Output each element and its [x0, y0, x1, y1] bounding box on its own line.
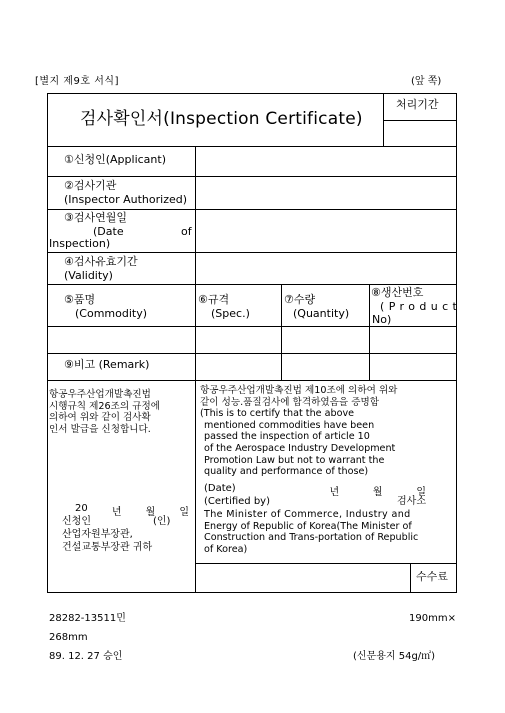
- minister-line-3: Construction and Trans-portation of Republic: [204, 532, 419, 544]
- remark-product-field[interactable]: [371, 355, 455, 379]
- inspection-date-label-ko: ③검사연월일: [64, 211, 127, 224]
- paper-size-width: 190mm×: [409, 613, 456, 624]
- rule-spec-column: [281, 284, 282, 380]
- validity-label-en: (Validity): [64, 269, 113, 282]
- inspection-date-field[interactable]: [197, 211, 455, 251]
- rule-title-bottom: [47, 146, 457, 147]
- application-line-1: 항공우주산업개발촉진법: [49, 389, 151, 400]
- product-number-label-ko: ⑧생산번호: [371, 286, 424, 299]
- certification-date-day-unit: 일: [416, 487, 426, 498]
- applicant-signature-label: 신청인: [62, 516, 91, 527]
- spec-field[interactable]: [197, 328, 280, 352]
- minister-line-4: of Korea): [204, 543, 248, 555]
- rule-applicant-bottom: [47, 176, 457, 177]
- application-date-year-unit: 년: [111, 507, 122, 518]
- application-line-2: 시행규칙 제26조의 규정에: [49, 400, 160, 412]
- rule-remark-bottom: [47, 380, 457, 381]
- minister-line-1: The Minister of Commerce, Industry and: [204, 509, 411, 520]
- recipient-line-1: 산업자원부장관,: [62, 529, 133, 540]
- product-number-label-en: (Product: [380, 300, 462, 313]
- rule-quantity-column: [369, 284, 370, 380]
- form-code: 28282-13511민: [49, 613, 126, 624]
- application-date-day-unit: 일: [179, 507, 189, 518]
- rule-certification-bottom: [195, 563, 457, 564]
- certification-date-year-unit: 년: [329, 487, 340, 498]
- certification-line-5: passed the inspection of article 10: [204, 431, 370, 443]
- spec-label-en: (Spec.): [211, 307, 250, 320]
- inspection-office-label: 검사소: [397, 496, 426, 507]
- commodity-label-ko: ⑤품명: [64, 293, 96, 306]
- commodity-label-en: (Commodity): [75, 307, 148, 320]
- fee-label: 수수료: [416, 570, 448, 583]
- certification-line-4: mentioned commodities have been: [204, 419, 375, 431]
- commodity-field[interactable]: [49, 328, 194, 352]
- processing-period-label: 처리기간: [396, 98, 439, 111]
- paper-type: (신문용지 54g/㎡): [353, 651, 436, 662]
- product-number-label-en-2: No): [372, 313, 392, 326]
- applicant-field[interactable]: [197, 148, 455, 175]
- certified-by-label: (Certified by): [204, 496, 270, 507]
- inspection-date-label-en: (Date: [93, 225, 124, 238]
- rule-product-row-bottom: [47, 353, 457, 354]
- quantity-label-ko: ⑦수량: [284, 293, 316, 306]
- approval-date: 89. 12. 27 승인: [49, 651, 123, 662]
- remark-spec-field[interactable]: [197, 355, 280, 379]
- validity-label-ko: ④검사유효기간: [64, 255, 138, 268]
- paper-size-height: 268mm: [49, 632, 88, 643]
- rule-validity-bottom: [47, 284, 457, 285]
- inspection-agency-field[interactable]: [197, 178, 455, 208]
- inspection-agency-label-ko: ②검사기관: [64, 179, 117, 192]
- application-date-month-unit: 월: [145, 507, 156, 518]
- inspection-date-label-en-2: Inspection): [49, 237, 111, 250]
- certification-date-label: (Date): [204, 483, 236, 494]
- certification-line-1: 항공우주산업개발촉진법 제10조에 의하여 위와: [200, 385, 398, 396]
- applicant-label: ①신청인(Applicant): [64, 153, 166, 166]
- rule-product-header-bottom: [47, 326, 457, 327]
- certification-line-3: (This is to certify that the above: [200, 408, 355, 420]
- quantity-label-en: (Quantity): [293, 307, 350, 320]
- certification-line-6: of the Aerospace Industry Development: [204, 442, 396, 454]
- certification-line-7: Promotion Law but not to warrant the: [204, 454, 385, 466]
- applicant-seal: (인): [153, 516, 171, 527]
- page-side-label: (앞 쪽): [411, 76, 442, 87]
- rule-fee-left: [410, 563, 411, 593]
- application-line-3: 의하여 위와 같이 검사확: [49, 412, 151, 424]
- form-number: [별지 제9호 서식]: [35, 76, 119, 87]
- rule-label-column: [195, 146, 196, 593]
- application-date-year: 20: [75, 503, 88, 514]
- inspection-date-label-en-of: of: [181, 225, 192, 238]
- remark-label: ⑨비고 (Remark): [64, 358, 150, 371]
- recipient-line-2: 건설교통부장관 귀하: [62, 542, 153, 553]
- inspection-agency-label-en: (Inspector Authorized): [64, 193, 188, 206]
- rule-title-processing: [383, 120, 457, 121]
- rule-date-bottom: [47, 252, 457, 253]
- application-line-4: 인서 발급을 신청합니다.: [49, 423, 151, 435]
- application-date-line: [75, 503, 189, 518]
- rule-agency-bottom: [47, 209, 457, 210]
- minister-line-2: Energy of Republic of Korea(The Minister of: [204, 520, 412, 532]
- rule-processing-left: [383, 93, 384, 146]
- minister-text: [204, 509, 418, 555]
- certification-date-month-unit: 월: [372, 487, 383, 498]
- application-text: [49, 389, 160, 435]
- spec-label-ko: ⑥규격: [198, 293, 230, 306]
- product-number-field[interactable]: [371, 328, 455, 352]
- fee-field[interactable]: [197, 565, 409, 592]
- remark-quantity-field[interactable]: [283, 355, 368, 379]
- validity-field[interactable]: [197, 254, 455, 283]
- certificate-title: 검사확인서(Inspection Certificate): [80, 109, 363, 129]
- certification-text: [200, 385, 397, 478]
- certification-line-8: quality and performance of those): [204, 466, 369, 478]
- certification-line-2: 같이 성능.품질검사에 합격하였음을 증명함: [200, 396, 380, 408]
- quantity-field[interactable]: [283, 328, 368, 352]
